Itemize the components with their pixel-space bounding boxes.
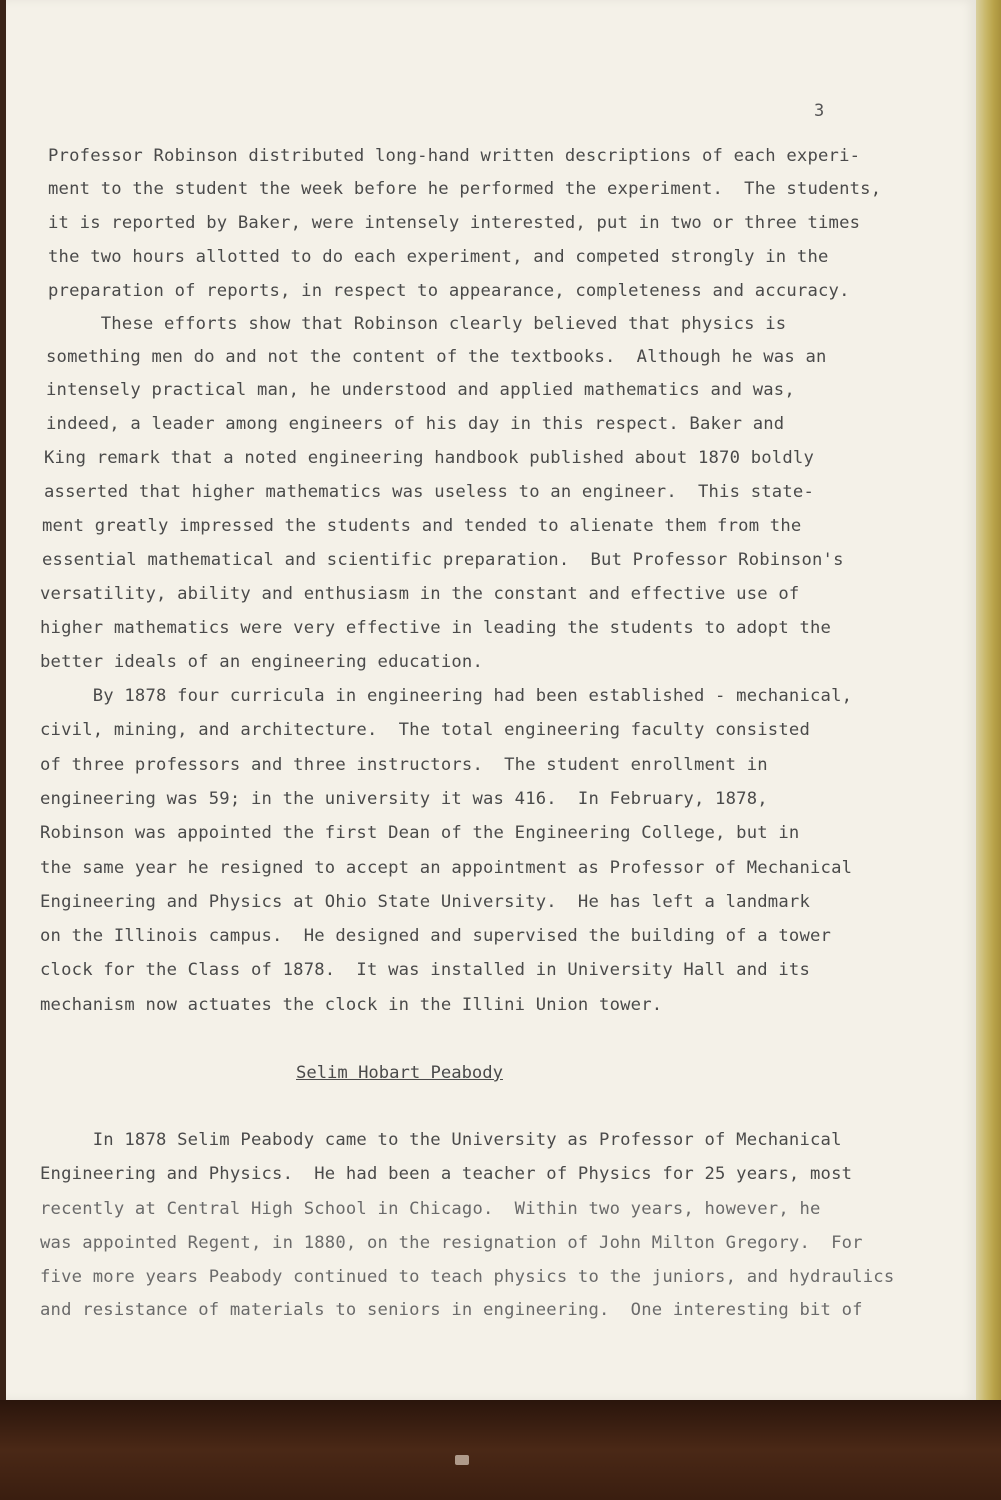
text-line: and resistance of materials to seniors in engineering. One interesting bit of: [40, 1300, 863, 1320]
text-line: the two hours allotted to do each experiment, and competed strongly in the: [48, 247, 829, 267]
text-line: it is reported by Baker, were intensely interested, put in two or three times: [48, 213, 861, 233]
page-number: 3: [814, 101, 825, 121]
text-line: ment greatly impressed the students and tended to alienate them from the: [42, 516, 802, 536]
text-line: the same year he resigned to accept an appointment as Professor of Mechanical: [40, 858, 853, 878]
text-line: Engineering and Physics at Ohio State University. He has left a landmark: [40, 892, 810, 912]
text-line: Robinson was appointed the first Dean of the Engineering College, but in: [40, 823, 800, 843]
text-line: King remark that a noted engineering handbook published about 1870 boldly: [44, 448, 814, 468]
text-line: ment to the student the week before he performed the experiment. The students,: [48, 179, 882, 199]
text-line: By 1878 four curricula in engineering had been established - mechanical,: [40, 686, 853, 706]
section-heading: Selim Hobart Peabody: [296, 1063, 503, 1083]
text-line: mechanism now actuates the clock in the Illini Union tower.: [40, 995, 663, 1015]
text-line: essential mathematical and scientific preparation. But Professor Robinson's: [42, 550, 844, 570]
text-line: In 1878 Selim Peabody came to the University as Professor of Mechanical: [40, 1130, 842, 1150]
desk-background: [0, 1400, 1001, 1500]
text-line: on the Illinois campus. He designed and supervised the building of a tower: [40, 926, 832, 946]
text-line: better ideals of an engineering education.: [40, 652, 484, 672]
text-line: something men do and not the content of the textbooks. Although he was an: [46, 347, 827, 367]
text-line: five more years Peabody continued to teach physics to the juniors, and hydraulics: [40, 1267, 895, 1287]
page-edge: [976, 0, 1001, 1400]
text-line: versatility, ability and enthusiasm in the constant and effective use of: [40, 584, 800, 604]
text-line: recently at Central High School in Chicago. Within two years, however, he: [40, 1199, 821, 1219]
text-line: clock for the Class of 1878. It was installed in University Hall and its: [40, 960, 810, 980]
text-line: Engineering and Physics. He had been a teacher of Physics for 25 years, most: [40, 1164, 853, 1184]
text-line: was appointed Regent, in 1880, on the resignation of John Milton Gregory. For: [40, 1233, 863, 1253]
text-line: These efforts show that Robinson clearly believed that physics is: [48, 314, 787, 334]
text-line: higher mathematics were very effective in leading the students to adopt the: [40, 618, 832, 638]
text-line: of three professors and three instructors. The student enrollment in: [40, 755, 768, 775]
text-line: asserted that higher mathematics was useless to an engineer. This state-: [44, 482, 814, 502]
text-line: Professor Robinson distributed long-hand written descriptions of each experi-: [48, 146, 861, 166]
text-line: engineering was 59; in the university it was 416. In February, 1878,: [40, 789, 768, 809]
text-line: indeed, a leader among engineers of his day in this respect. Baker and: [46, 414, 785, 434]
text-line: preparation of reports, in respect to appearance, completeness and accuracy.: [48, 281, 850, 301]
text-line: intensely practical man, he understood and applied mathematics and was,: [46, 380, 795, 400]
text-line: civil, mining, and architecture. The total engineering faculty consisted: [40, 720, 810, 740]
desk-mark: [455, 1455, 469, 1465]
